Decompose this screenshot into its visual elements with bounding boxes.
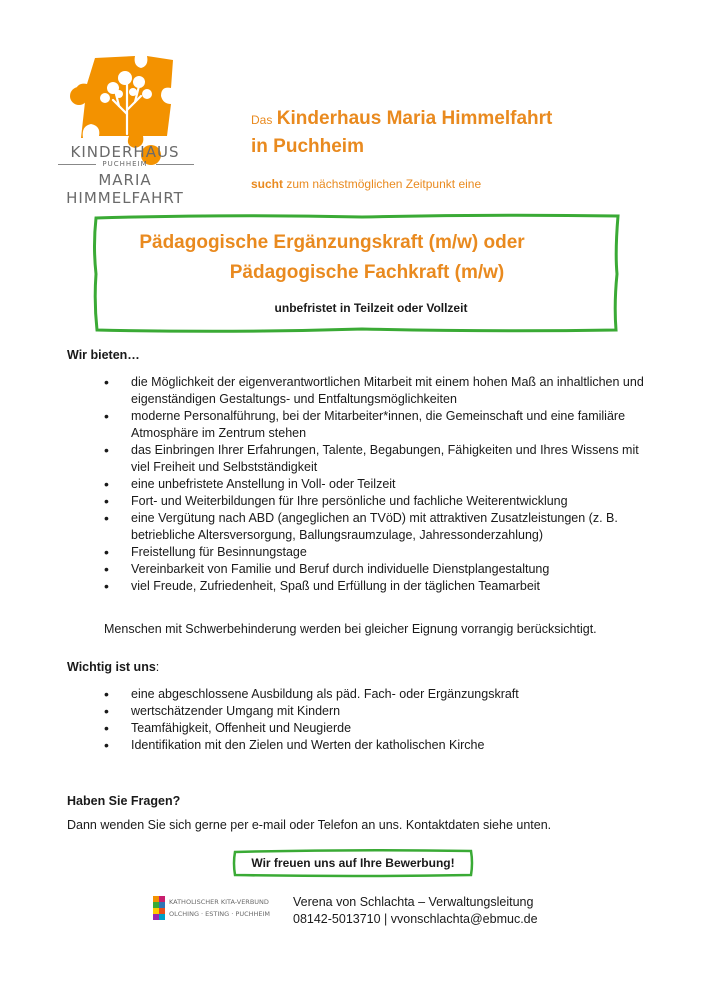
logo-line-puchheim: PUCHHEIM (102, 160, 148, 168)
list-item: • eine Vergütung nach ABD (angeglichen an TVöD) mit attraktiven Zusatzleistungen (z. B. betriebliche Altersversorgung, Ballungsraumzulage, Jahressonderzahlung) (104, 510, 644, 544)
offer-list (104, 374, 644, 595)
intro-location: in Puchheim (251, 136, 364, 157)
list-item: • Freistellung für Besinnungstage (104, 544, 644, 561)
disability-note: Menschen mit Schwerbehinderung werden bei gleicher Eignung vorrangig berücksichtigt. (104, 622, 597, 636)
questions-heading: Haben Sie Fragen? (67, 794, 181, 808)
list-item: • Fort- und Weiterbildungen für Ihre persönliche und fachliche Weiterentwicklung (104, 493, 644, 510)
contact-name: Verena von Schlachta – Verwaltungsleitung (293, 895, 534, 909)
important-heading (67, 660, 159, 674)
intro-seeks (251, 177, 481, 191)
job-title-line-1: Pädagogische Ergänzungskraft (m/w) oder (139, 232, 525, 253)
important-list (104, 686, 644, 754)
intro-seeks-rest: zum nächstmöglichen Zeitpunkt eine (286, 177, 482, 191)
kita-verbund-name: KATHOLISCHER KITA-VERBUND (169, 898, 269, 906)
contact-details: 08142-5013710 | vvonschlachta@ebmuc.de (293, 912, 538, 926)
closing-text: Wir freuen uns auf Ihre Bewerbung! (251, 856, 455, 870)
list-item: • eine unbefristete Anstellung in Voll- oder Teilzeit (104, 476, 644, 493)
list-item: • die Möglichkeit der eigenverantwortlichen Mitarbeit mit einem hohen Maß an inhaltlichen und eigenständigen Gestaltungs- und Entfaltungsmöglichkeiten (104, 374, 644, 408)
intro-prefix: Das (251, 113, 273, 127)
job-title-line-2: Pädagogische Fachkraft (m/w) (229, 262, 505, 283)
list-item: • Identifikation mit den Zielen und Werten der katholischen Kirche (104, 737, 644, 754)
logo-line-kinderhaus: KINDERHAUS (70, 143, 180, 161)
job-subtitle: unbefristet in Teilzeit oder Vollzeit (274, 301, 468, 315)
offer-heading: Wir bieten… (67, 348, 140, 362)
important-heading-text: Wichtig ist uns (67, 660, 156, 674)
intro-kinderhaus-name: Kinderhaus Maria Himmelfahrt (276, 108, 553, 129)
logo-line-maria-himmelfahrt: MARIA HIMMELFAHRT (66, 171, 184, 207)
list-item: • Vereinbarkeit von Familie und Beruf durch individuelle Dienstplangestaltung (104, 561, 644, 578)
list-item: • wertschätzender Umgang mit Kindern (104, 703, 644, 720)
intro-line-1 (251, 108, 671, 130)
list-item: • moderne Personalführung, bei der Mitarbeiter*innen, die Gemeinschaft und eine familiäre Atmosphäre im Zentrum stehen (104, 408, 644, 442)
list-item: • eine abgeschlossene Ausbildung als päd. Fach- oder Ergänzungskraft (104, 686, 644, 703)
important-heading-colon: : (155, 660, 160, 674)
intro-seeks-bold: sucht (251, 177, 284, 191)
questions-text: Dann wenden Sie sich gerne per e-mail oder Telefon an uns. Kontaktdaten siehe unten. (67, 818, 552, 832)
list-item: • Teamfähigkeit, Offenheit und Neugierde (104, 720, 644, 737)
list-item: • viel Freude, Zufriedenheit, Spaß und Erfüllung in der täglichen Teamarbeit (104, 578, 644, 595)
kita-verbund-logo-icon (153, 896, 165, 921)
kita-verbund-locations: OLCHING · ESTING · PUCHHEIM (169, 910, 271, 918)
list-item: • das Einbringen Ihrer Erfahrungen, Talente, Begabungen, Fähigkeiten und Ihres Wissens mit viel Freiheit und Selbstständigkeit (104, 442, 644, 476)
